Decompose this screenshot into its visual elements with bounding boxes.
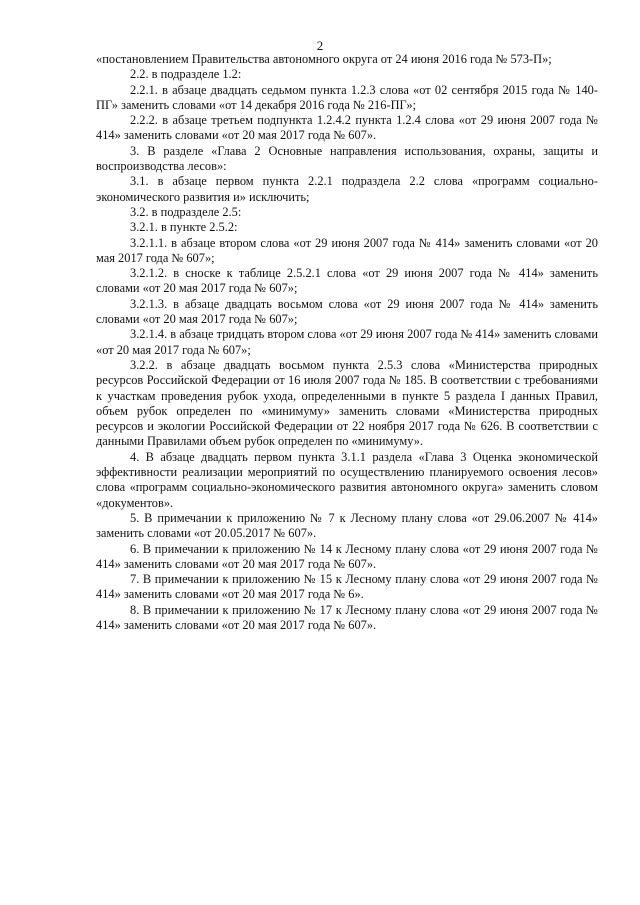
paragraph-3-1: 3.1. в абзаце первом пункта 2.2.1 подраздела 2.2 слова «программ социально-экономического развития и» исключить;: [96, 174, 598, 204]
paragraph-3-2: 3.2. в подразделе 2.5:: [130, 204, 242, 219]
paragraph-2-2: 2.2. в подразделе 1.2:: [130, 67, 242, 82]
paragraph-5: 5. В примечании к приложению № 7 к Лесному плану слова «от 29.06.2007 № 414» заменить словами «от 20.05.2017 № 607».: [96, 510, 598, 541]
paragraph-3-2-1: 3.2.1. в пункте 2.5.2:: [130, 220, 238, 235]
paragraph-3-2-1-4: 3.2.1.4. в абзаце тридцать втором слова «от 29 июня 2007 года № 414» заменить словами «от 20 мая 2017 года № 607»;: [96, 327, 598, 357]
paragraph-3-2-1-2: 3.2.1.2. в сноске к таблице 2.5.2.1 слова «от 29 июня 2007 года № 414» заменить словами «от 20 мая 2017 года № 607»;: [96, 266, 598, 296]
paragraph-3-2-2: 3.2.2. в абзаце двадцать восьмом пункта 2.5.3 слова «Министерства природных ресурсов Российской Федерации от 16 июля 2007 года № 185. В соответствии с требованиями к участкам проведения рубок ухода, определенными в пункте 5 раздела I данных Правил, объем рубок определен по «минимуму» заменить словами «Министерства природных ресурсов и экологии Российской Федерации от 22 ноября 2017 года № 626. В соответствии с данными Правилами объем рубок определен по «минимуму».: [96, 357, 598, 449]
paragraph-3-2-1-3: 3.2.1.3. в абзаце двадцать восьмом слова «от 29 июня 2007 года № 414» заменить словами «от 20 мая 2017 года № 607»;: [96, 296, 598, 327]
page-number: 2: [316, 38, 324, 53]
paragraph-4: 4. В абзаце двадцать первом пункта 3.1.1 раздела «Глава 3 Оценка экономической эффективности реализации мероприятий по осуществлению планируемого освоения лесов» слова «программ социально-экономического развития автономного округа» заменить словом «документов».: [96, 449, 598, 510]
paragraph-7: 7. В примечании к приложению № 15 к Лесному плану слова «от 29 июня 2007 года № 414» заменить словами «от 20 мая 2017 года № 6».: [96, 572, 598, 602]
paragraph-6: 6. В примечании к приложению № 14 к Лесному плану слова «от 29 июня 2007 года № 414» заменить словами «от 20 мая 2017 года № 607».: [96, 541, 598, 571]
paragraph-2-2-2: 2.2.2. в абзаце третьем подпункта 1.2.4.2 пункта 1.2.4 слова «от 29 июня 2007 года № 414» заменить словами «от 20 мая 2017 года № 607».: [96, 113, 598, 143]
document-body: [96, 52, 598, 633]
paragraph-continuation: «постановлением Правительства автономного округа от 24 июня 2016 года № 573-П»;: [96, 52, 552, 66]
paragraph-2-2-1: 2.2.1. в абзаце двадцать седьмом пункта 1.2.3 слова «от 02 сентября 2015 года № 140-ПГ» заменить словами «от 14 декабря 2016 года № 216-ПГ»;: [96, 82, 598, 112]
paragraph-8: 8. В примечании к приложению № 17 к Лесному плану слова «от 29 июня 2007 года № 414» заменить словами «от 20 мая 2017 года № 607».: [96, 602, 598, 632]
paragraph-3: 3. В разделе «Глава 2 Основные направления использования, охраны, защиты и воспроизводства лесов»:: [96, 143, 598, 174]
paragraph-3-2-1-1: 3.2.1.1. в абзаце втором слова «от 29 июня 2007 года № 414» заменить словами «от 20 мая 2017 года № 607»;: [96, 235, 598, 265]
